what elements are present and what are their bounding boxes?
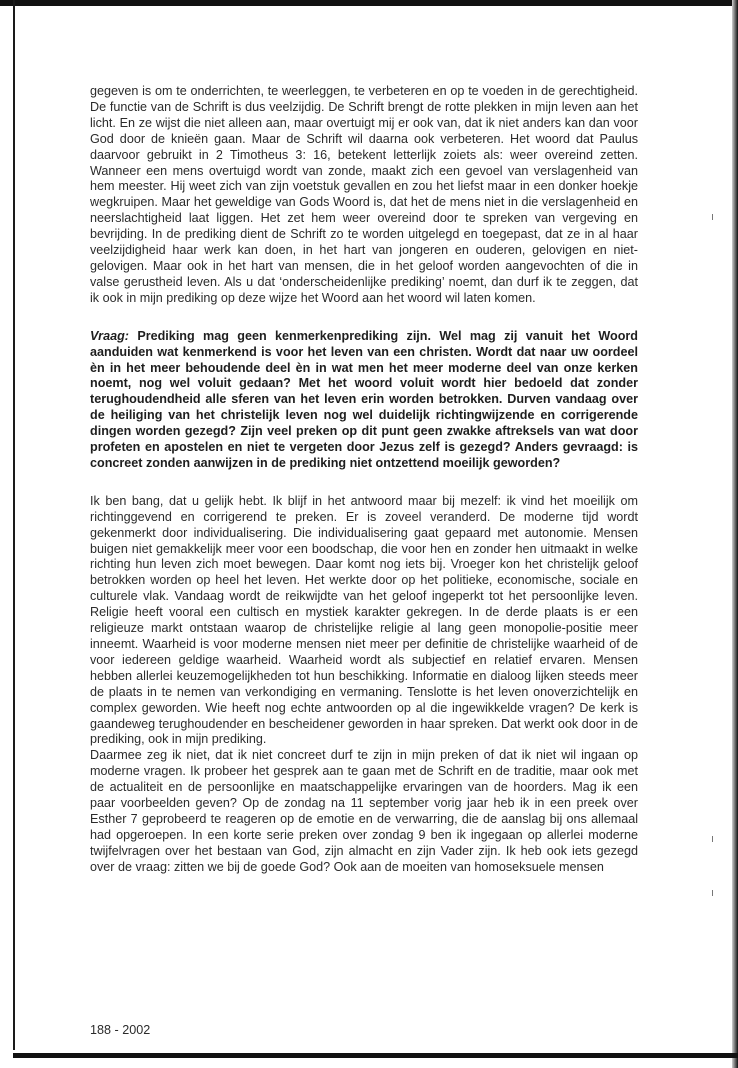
question-label: Vraag: bbox=[90, 328, 129, 343]
question-text: Prediking mag geen kenmerkenprediking zijn. Wel mag zij vanuit het Woord aanduiden wat kenmerkend is voor het leven van een christen. Wordt dat naar uw oordeel èn in het meer behoudende deel èn in wat men het meer moderne deel van onze kerken noemt, nog wel voluit gedaan? Met het woord voluit wordt hier bedoeld dat zonder terughoudendheid alle sferen van het leven erin worden betrokken. Durven vandaag over de heiliging van het christelijk leven nog wel duidelijk richtingwijzende en corrigerende dingen worden gezegd? Zijn veel preken op dit punt geen zwakke aftreksels van wat door profeten en apostelen en niet te vergeten door Jezus zelf is gezegd? Anders gevraagd: is concreet zonden aanwijzen in de prediking niet ontzettend moeilijk geworden? bbox=[90, 328, 638, 470]
scan-top-border bbox=[0, 0, 738, 6]
scan-bottom-border bbox=[13, 1053, 738, 1058]
page-body bbox=[90, 84, 638, 876]
page-number: 188 - 2002 bbox=[90, 1023, 151, 1037]
answer-paragraph-2: Daarmee zeg ik niet, dat ik niet concreet durf te zijn in mijn preken of dat ik niet wil ingaan op moderne vragen. Ik probeer het gesprek aan te gaan met de Schrift en de traditie, maar ook met de actualiteit en de persoonlijke en maatschappelijke ervaringen van de hoorders. Mag ik een paar voorbeelden geven? Op de zondag na 11 september vorig jaar heb ik in een preek over Esther 7 geprobeerd te reageren op de emotie en de verwarring, die de aanslag bij ons allemaal had opgeroepen. In een korte serie preken over zondag 9 ben ik ingegaan op allerlei moderne twijfelvragen over het bestaan van God, zijn almacht en zijn Vader zijn. Ik heb ook iets gezegd over de vraag: zitten we bij de goede God? Ook aan de moeiten van homoseksuele mensen bbox=[90, 748, 638, 874]
margin-mark bbox=[712, 836, 713, 842]
margin-mark bbox=[712, 214, 713, 220]
answer-paragraph-1: Ik ben bang, dat u gelijk hebt. Ik blijf in het antwoord maar bij mezelf: ik vind het moeilijk om richtinggevend en corrigerend te preken. Er is zoveel veranderd. De moderne tijd wordt gekenmerkt door individualisering. Die individualisering gaat gepaard met autonomie. Mensen buigen niet gemakkelijk meer voor een boodschap, die voor hen en zonder hen uitmaakt in welke richting hun leven zich moet bewegen. Daar komt nog iets bij. Vroeger kon het christelijk geloof betrokken worden op heel het leven. Het werkte door op het politieke, economische, sociale en culturele vlak. Vandaag wordt de reikwijdte van het geloof ingeperkt tot het persoonlijke leven. Religie heeft vooral een cultisch en mystiek karakter gekregen. In de derde plaats is er een religieuze markt ontstaan waarop de christelijke religie al lang geen monopolie-positie meer inneemt. Waarheid is voor moderne mensen niet meer per definitie de christelijke waarheid of de voor iedereen geldige waarheid. Waarheid wordt als subjectief en relatief ervaren. Mensen hebben allerlei keuzemogelijkheden tot hun beschikking. Informatie en dialoog lijken steeds meer de plaats in te nemen van verkondiging en vermaning. Tenslotte is het leven onoverzichtelijk en complex geworden. Wie heeft nog echte antwoorden op al die ingewikkelde vragen? De kerk is gaandeweg terughoudender en bescheidener geworden in haar spreken. Dat werkt ook door in de prediking, ook in mijn prediking. bbox=[90, 493, 638, 747]
body-paragraph-1: gegeven is om te onderrichten, te weerleggen, te verbeteren en op te voeden in de gerechtigheid. De functie van de Schrift is dus veelzijdig. De Schrift brengt de rotte plekken in mijn leven aan het licht. En ze wijst die niet alleen aan, maar overtuigt mij er ook van, dat ik niet anders kan dan voor God door de knieën gaan. Maar de Schrift wil daarna ook verbeteren. Het woord dat Paulus daarvoor gebruikt in 2 Timotheus 3: 16, betekent letterlijk zoiets als: weer overeind zetten. Wanneer een mens overtuigd wordt van zonde, maakt zich een gevoel van verslagenheid van hem meester. Hij weet zich van zijn voetstuk gevallen en zou het liefst maar in een donker hoekje wegkruipen. Maar het geweldige van Gods Woord is, dat het de mens niet in die verslagenheid en neerslachtigheid laat liggen. Het zet hem weer overeind door te spreken van vergeving en bevrijding. In de prediking dient de Schrift zo te worden uitgelegd en toegepast, dat ze in al haar veelzijdigheid haar werk kan doen, in het hart van jongeren en ouderen, gelovigen en niet-gelovigen. Maar ook in het hart van mensen, die in het geloof worden aangevochten of die in valse gerustheid leven. Als u dat ‘onderscheidenlijke prediking’ noemt, dan durf ik te zeggen, dat ik ook in mijn prediking op deze wijze het Woord aan het woord wil laten komen. bbox=[90, 84, 638, 305]
question-block bbox=[90, 329, 638, 472]
scan-right-border bbox=[732, 0, 738, 1068]
margin-mark bbox=[712, 890, 713, 896]
scan-left-border bbox=[13, 0, 15, 1050]
